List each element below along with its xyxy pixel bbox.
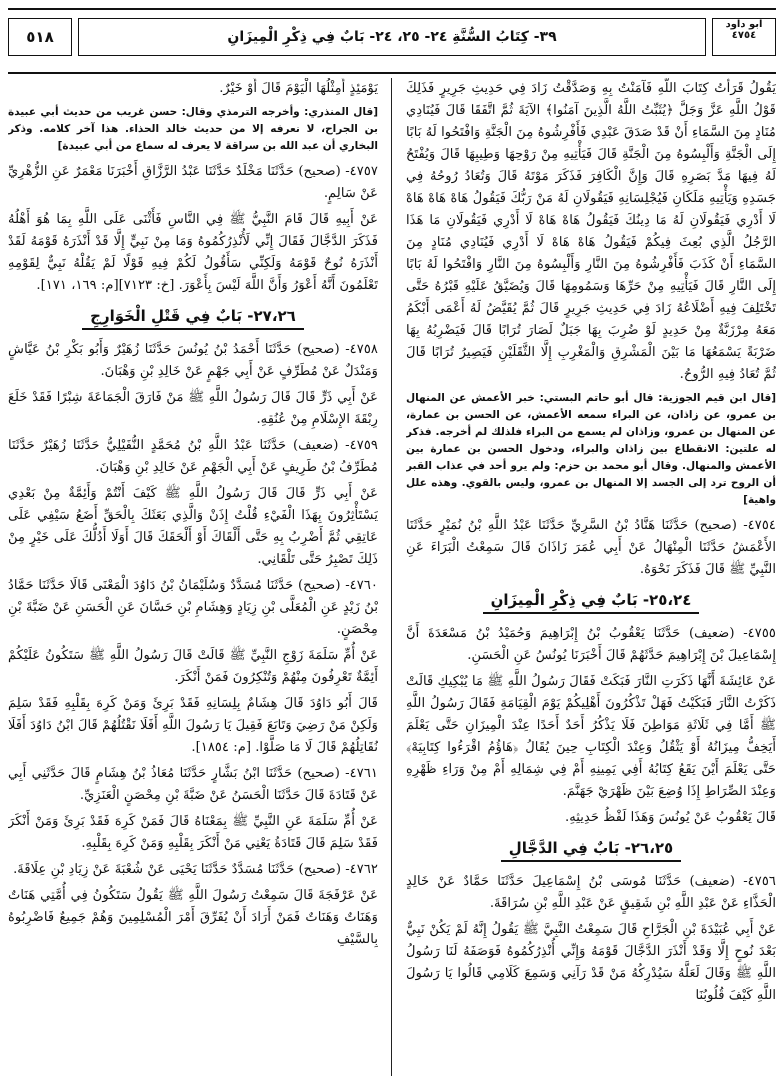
hadith-4760-comment: قَالَ أَبُو دَاوُدَ قَالَ هِشَامٌ بِلِسَانِهِ فَقَدْ بَرِئَ وَمَنْ كَرِهَ بِقَلْبِهِ فَقَدْ سَلِمَ وَلَكِنْ مَنْ رَضِيَ وَتَابَعَ فَقِيلَ يَا رَسُولَ اللَّهِ أَفَلَا نَقْتُلُهُمْ قَالَ ابْنُ دَاوُدَ أَفَلَا نُقَاتِلُهُمْ قَالَ لَا مَا صَلَّوْا. [م: ١٨٥٤].	[8, 696, 378, 755]
document-page	[8, 8, 776, 1078]
left-column	[8, 78, 378, 1076]
hadith-4755-note: قَالَ يَعْقُوبُ عَنْ يُونُسَ وَهَذَا لَفْظُ حَدِيثِهِ.	[565, 810, 776, 825]
chapter-heading-khawarij: ٢٧،٢٦- بَابٌ فِي قَتْلِ الْخَوَارِجِ	[8, 307, 378, 329]
page-header	[8, 8, 776, 74]
right-column	[406, 78, 776, 1076]
hadith-4756-isnad: ٤٧٥٦- (ضعيف) حَدَّثَنَا مُوسَى بْنُ إِسْمَاعِيلَ حَدَّثَنَا حَمَّادٌ عَنْ خَالِدٍ الْحَذَّاءِ عَنْ عَبْدِ اللَّهِ بْنِ شَقِيقٍ عَنْ عَبْدِ اللَّهِ بْنِ سُرَاقَةَ.	[406, 874, 776, 911]
hadith-4755-matn: عَنْ عَائِشَةَ أَنَّهَا ذَكَرَتِ النَّارَ فَبَكَتْ فَقَالَ رَسُولُ اللَّهِ ﷺ مَا يُبْكِيكِ قَالَتْ ذَكَرْتُ النَّارَ فَبَكَيْتُ فَهَلْ تَذْكُرُونَ أَهْلِيكُمْ يَوْمَ الْقِيَامَةِ فَقَالَ رَسُولُ اللَّهِ ﷺ أَمَّا فِي ثَلَاثَةِ مَوَاطِنَ فَلَا يَذْكُرُ أَحَدٌ أَحَدًا عِنْدَ الْمِيزَانِ حَتَّى يَعْلَمَ أَيَخِفُّ مِيزَانُهُ أَوْ يَثْقُلُ وَعِنْدَ الْكِتَابِ حِينَ يُقَالُ ﴿هَاؤُمُ اقْرَءُوا كِتَابِيَهْ﴾ حَتَّى يَعْلَمَ أَيْنَ يَقَعُ كِتَابُهُ أَفِي يَمِينِهِ أَمْ فِي شِمَالِهِ أَمْ مِنْ وَرَاءِ ظَهْرِهِ وَعِنْدَ الصِّرَاطِ إِذَا وُضِعَ بَيْنَ ظَهْرَيْ جَهَنَّمَ.	[406, 674, 776, 799]
hadith-4760-isnad: ٤٧٦٠- (صحيح) حَدَّثَنَا مُسَدَّدٌ وَسُلَيْمَانُ بْنُ دَاوُدَ الْمَعْنَى قَالَا حَدَّثَنَا حَمَّادُ بْنُ زَيْدٍ عَنِ الْمُعَلَّى بْنِ زِيَادٍ وَهِشَامِ بْنِ حَسَّانَ عَنِ الْحَسَنِ عَنْ ضَبَّةَ بْنِ مِحْصَنٍ.	[8, 578, 378, 637]
hadith-4761-matn: عَنْ أُمِّ سَلَمَةَ عَنِ النَّبِيِّ ﷺ بِمَعْنَاهُ قَالَ فَمَنْ كَرِهَ فَقَدْ بَرِئَ وَمَنْ أَنْكَرَ فَقَدْ سَلِمَ قَالَ قَتَادَةُ يَعْنِي مَنْ أَنْكَرَ بِقَلْبِهِ وَمَنْ كَرِهَ بِقَلْبِهِ.	[8, 814, 378, 851]
hadith-4760-matn: عَنْ أُمِّ سَلَمَةَ زَوْجِ النَّبِيِّ ﷺ قَالَتْ قَالَ رَسُولُ اللَّهِ ﷺ سَتَكُونُ عَلَيْكُمْ أَئِمَّةٌ تَعْرِفُونَ مِنْهُمْ وَتُنْكِرُونَ فَمَنْ أَنْكَرَ.	[8, 648, 378, 685]
chapter-heading-dajjal: ٢٦،٢٥- بَابٌ فِي الدَّجَّالِ	[406, 839, 776, 861]
running-title: ٣٩- كِتَابُ السُّنَّةِ ٢٤- ٢٥، ٢٤- بَابٌ فِي ذِكْرِ الْمِيزَانِ	[78, 18, 706, 56]
hadith-continuation: يَقُولُ قَرَأْتُ كِتَابَ اللَّهِ فَآمَنْتُ بِهِ وَصَدَّقْتُ زَادَ فِي حَدِيثِ جَرِيرٍ فَذَلِكَ قَوْلُ اللَّهِ عَزَّ وَجَلَّ ﴿يُثَبِّتُ اللَّهُ الَّذِينَ آمَنُوا﴾ الآيَةَ ثُمَّ اتَّفَقَا قَالَ فَيُنَادِي مُنَادٍ مِنَ السَّمَاءِ أَنْ قَدْ صَدَقَ عَبْدِي فَأَفْرِشُوهُ مِنَ الْجَنَّةِ وَافْتَحُوا لَهُ بَابًا إِلَى الْجَنَّةِ وَأَلْبِسُوهُ مِنَ الْجَنَّةِ قَالَ فَيَأْتِيهِ مِنْ رَوْحِهَا وَطِيبِهَا قَالَ وَيُفْتَحُ لَهُ فِيهَا مَدَّ بَصَرِهِ قَالَ وَإِنَّ الْكَافِرَ فَذَكَرَ مَوْتَهُ قَالَ وَتُعَادُ رُوحُهُ فِي جَسَدِهِ وَيَأْتِيهِ مَلَكَانِ فَيُجْلِسَانِهِ فَيَقُولَانِ لَهُ مَنْ رَبُّكَ فَيَقُولُ هَاهْ هَاهْ هَاهْ لَا أَدْرِي فَيَقُولَانِ لَهُ مَا دِينُكَ فَيَقُولُ هَاهْ هَاهْ لَا أَدْرِي فَيَقُولَانِ مَا هَذَا الرَّجُلُ الَّذِي بُعِثَ فِيكُمْ فَيَقُولُ هَاهْ هَاهْ لَا أَدْرِي فَيُنَادِي مُنَادٍ مِنَ السَّمَاءِ أَنْ كَذَبَ فَأَفْرِشُوهُ مِنَ النَّارِ وَأَلْبِسُوهُ مِنَ النَّارِ وَافْتَحُوا لَهُ بَابًا إِلَى النَّارِ قَالَ فَيَأْتِيهِ مِنْ حَرِّهَا وَسَمُومِهَا قَالَ وَيُضَيَّقُ عَلَيْهِ قَبْرُهُ حَتَّى تَخْتَلِفَ فِيهِ أَضْلَاعُهُ زَادَ فِي حَدِيثِ جَرِيرٍ قَالَ ثُمَّ يُقَيَّضُ لَهُ أَعْمَى أَبْكَمُ مَعَهُ مِرْزَبَّةٌ مِنْ حَدِيدٍ لَوْ ضُرِبَ بِهَا جَبَلٌ لَصَارَ تُرَابًا قَالَ فَيَضْرِبُهُ بِهَا ضَرْبَةً يَسْمَعُهَا مَا بَيْنَ الْمَشْرِقِ وَالْمَغْرِبِ إِلَّا الثَّقَلَيْنِ فَيَصِيرُ تُرَابًا قَالَ ثُمَّ تُعَادُ فِيهِ الرُّوحُ.	[406, 81, 776, 382]
hadith-continuation: يَوْمَئِذٍ أَمِثْلُهَا الْيَوْمَ قَالَ أَوْ خَيْرٌ.	[219, 81, 378, 96]
hadith-range: ٤٧٥٤	[731, 30, 757, 41]
footnote-mundhiri: [قال المنذري: وأخرجه الترمذي وقال: حسن غريب من حديث أبي عبيدة بن الجراح، لا نعرفه إلا من حديث خالد الحذاء. هذا آخر كلامه. وذكر البخاري أن عبد الله بن سراقة لا يعرف له سماع من أبي عبيدة]	[8, 106, 378, 152]
hadith-4756-matn: عَنْ أَبِي عُبَيْدَةَ بْنِ الْجَرَّاحِ قَالَ سَمِعْتُ النَّبِيَّ ﷺ يَقُولُ إِنَّهُ لَمْ يَكُنْ نَبِيٌّ بَعْدَ نُوحٍ إِلَّا وَقَدْ أَنْذَرَ الدَّجَّالَ قَوْمَهُ وَإِنِّي أُنْذِرُكُمُوهُ فَوَصَفَهُ لَنَا رَسُولُ اللَّهِ ﷺ وَقَالَ لَعَلَّهُ سَيُدْرِكُهُ مَنْ قَدْ رَآنِي وَسَمِعَ كَلَامِي قَالُوا يَا رَسُولَ اللَّهِ كَيْفَ قُلُوبُنَا	[406, 922, 776, 1003]
hadith-4755-isnad: ٤٧٥٥- (ضعيف) حَدَّثَنَا يَعْقُوبُ بْنُ إِبْرَاهِيمَ وَحُمَيْدُ بْنُ مَسْعَدَةَ أَنَّ إِسْمَاعِيلَ بْنَ إِبْرَاهِيمَ حَدَّثَهُمْ قَالَ أَخْبَرَنَا يُونُسُ عَنِ الْحَسَنِ.	[406, 626, 776, 663]
chapter-heading-mizan: ٢٥،٢٤- بَابٌ فِي ذِكْرِ الْمِيزَانِ	[406, 591, 776, 613]
book-name: ابو داود	[725, 19, 763, 30]
hadith-4759-isnad: ٤٧٥٩- (ضعيف) حَدَّثَنَا عَبْدُ اللَّهِ بْنُ مُحَمَّدٍ النُّفَيْلِيُّ حَدَّثَنَا زُهَيْرٌ حَدَّثَنَا مُطَرِّفُ بْنُ طَرِيفٍ عَنْ أَبِي الْجَهْمِ عَنْ خَالِدِ بْنِ وَهْبَانَ.	[8, 438, 378, 475]
hadith-4754: ٤٧٥٤- (صحيح) حَدَّثَنَا هَنَّادُ بْنُ السَّرِيِّ حَدَّثَنَا عَبْدُ اللَّهِ بْنُ نُمَيْرٍ حَدَّثَنَا الأَعْمَشُ حَدَّثَنَا الْمِنْهَالُ عَنْ أَبِي عُمَرَ زَاذَانَ قَالَ سَمِعْتُ الْبَرَاءَ عَنِ النَّبِيِّ ﷺ قَالَ فَذَكَرَ نَحْوَهُ.	[406, 518, 776, 577]
book-reference-box	[712, 18, 776, 56]
column-divider	[391, 78, 392, 1076]
hadith-4758-matn: عَنْ أَبِي ذَرٍّ قَالَ قَالَ رَسُولُ اللَّهِ ﷺ مَنْ فَارَقَ الْجَمَاعَةَ شِبْرًا فَقَدْ خَلَعَ رِبْقَةَ الإِسْلَامِ مِنْ عُنُقِهِ.	[8, 390, 378, 427]
hadith-4762-isnad: ٤٧٦٢- (صحيح) حَدَّثَنَا مُسَدَّدٌ حَدَّثَنَا يَحْيَى عَنْ شُعْبَةَ عَنْ زِيَادِ بْنِ عِلَاقَةَ.	[13, 862, 378, 877]
page-number: ٥١٨	[8, 18, 72, 56]
hadith-4759-matn: عَنْ أَبِي ذَرٍّ قَالَ قَالَ رَسُولُ اللَّهِ ﷺ كَيْفَ أَنْتُمْ وَأَئِمَّةٌ مِنْ بَعْدِي يَسْتَأْثِرُونَ بِهَذَا الْفَيْءِ قُلْتُ إِذَنْ وَالَّذِي بَعَثَكَ بِالْحَقِّ أَضَعُ سَيْفِي عَلَى عَاتِقِي ثُمَّ أَضْرِبُ بِهِ حَتَّى أَلْقَاكَ أَوْ أَلْحَقَكَ قَالَ أَوَلَا أَدُلُّكَ عَلَى خَيْرٍ مِنْ ذَلِكَ تَصْبِرُ حَتَّى تَلْقَانِي.	[8, 486, 378, 567]
hadith-4757-matn: عَنْ أَبِيهِ قَالَ قَامَ النَّبِيُّ ﷺ فِي النَّاسِ فَأَثْنَى عَلَى اللَّهِ بِمَا هُوَ أَهْلُهُ فَذَكَرَ الدَّجَّالَ فَقَالَ إِنِّي لَأُنْذِرُكُمُوهُ وَمَا مِنْ نَبِيٍّ إِلَّا قَدْ أَنْذَرَهُ قَوْمَهُ لَقَدْ أَنْذَرَهُ نُوحٌ قَوْمَهُ وَلَكِنِّي سَأَقُولُ لَكُمْ فِيهِ قَوْلًا لَمْ يَقُلْهُ نَبِيٌّ لِقَوْمِهِ تَعْلَمُونَ أَنَّهُ أَعْوَرُ وَأَنَّ اللَّهَ لَيْسَ بِأَعْوَرَ. [خ: ٧١٢٣][م: ١٦٩، ١٧١].	[8, 212, 378, 293]
footnote-ibn-qayyim: [قال ابن قيم الجوزية: قال أبو حاتم البستي: خبر الأعمش عن المنهال بن عمرو، عن زاذان، عن البراء سمعه الأعمش، عن الحسن بن عمارة، عن المنهال بن عمرو، وزاذان لم يسمع من البراء فلذلك لم أخرجه. فذكر له علتين: الانقطاع بين زاذان والبراء، ودخول الحسن بن عمارة بين الأعمش والمنهال. وقال أبو محمد بن حزم: ولم يرو أحد في عذاب القبر أن الروح ترد إلى الجسد إلا المنهال بن عمرو، وليس بالقوي. وهذه علل واهية]	[406, 392, 776, 506]
hadith-4757-isnad: ٤٧٥٧- (صحيح) حَدَّثَنَا مَخْلَدٌ حَدَّثَنَا عَبْدُ الرَّزَّاقِ أَخْبَرَنَا مَعْمَرٌ عَنِ الزُّهْرِيِّ عَنْ سَالِمٍ.	[8, 164, 378, 201]
hadith-4758-isnad: ٤٧٥٨- (صحيح) حَدَّثَنَا أَحْمَدُ بْنُ يُونُسَ حَدَّثَنَا زُهَيْرٌ وَأَبُو بَكْرِ بْنُ عَيَّاشٍ وَمَنْدَلٌ عَنْ مُطَرِّفٍ عَنْ أَبِي جَهْمٍ عَنْ خَالِدِ بْنِ وَهْبَانَ.	[8, 342, 378, 379]
hadith-4762-matn: عَنْ عَرْفَجَةَ قَالَ سَمِعْتُ رَسُولَ اللَّهِ ﷺ يَقُولُ سَتَكُونُ فِي أُمَّتِي هَنَاتٌ وَهَنَاتٌ وَهَنَاتٌ فَمَنْ أَرَادَ أَنْ يُفَرِّقَ أَمْرَ الْمُسْلِمِينَ وَهُمْ جَمِيعٌ فَاضْرِبُوهُ بِالسَّيْفِ	[8, 888, 378, 947]
hadith-4761-isnad: ٤٧٦١- (صحيح) حَدَّثَنَا ابْنُ بَشَّارٍ حَدَّثَنَا مُعَاذُ بْنُ هِشَامٍ قَالَ حَدَّثَنِي أَبِي عَنْ قَتَادَةَ قَالَ حَدَّثَنَا الْحَسَنُ عَنْ ضَبَّةَ بْنِ مِحْصَنٍ الْعَنَزِيِّ.	[8, 766, 378, 803]
text-columns	[8, 78, 776, 1076]
